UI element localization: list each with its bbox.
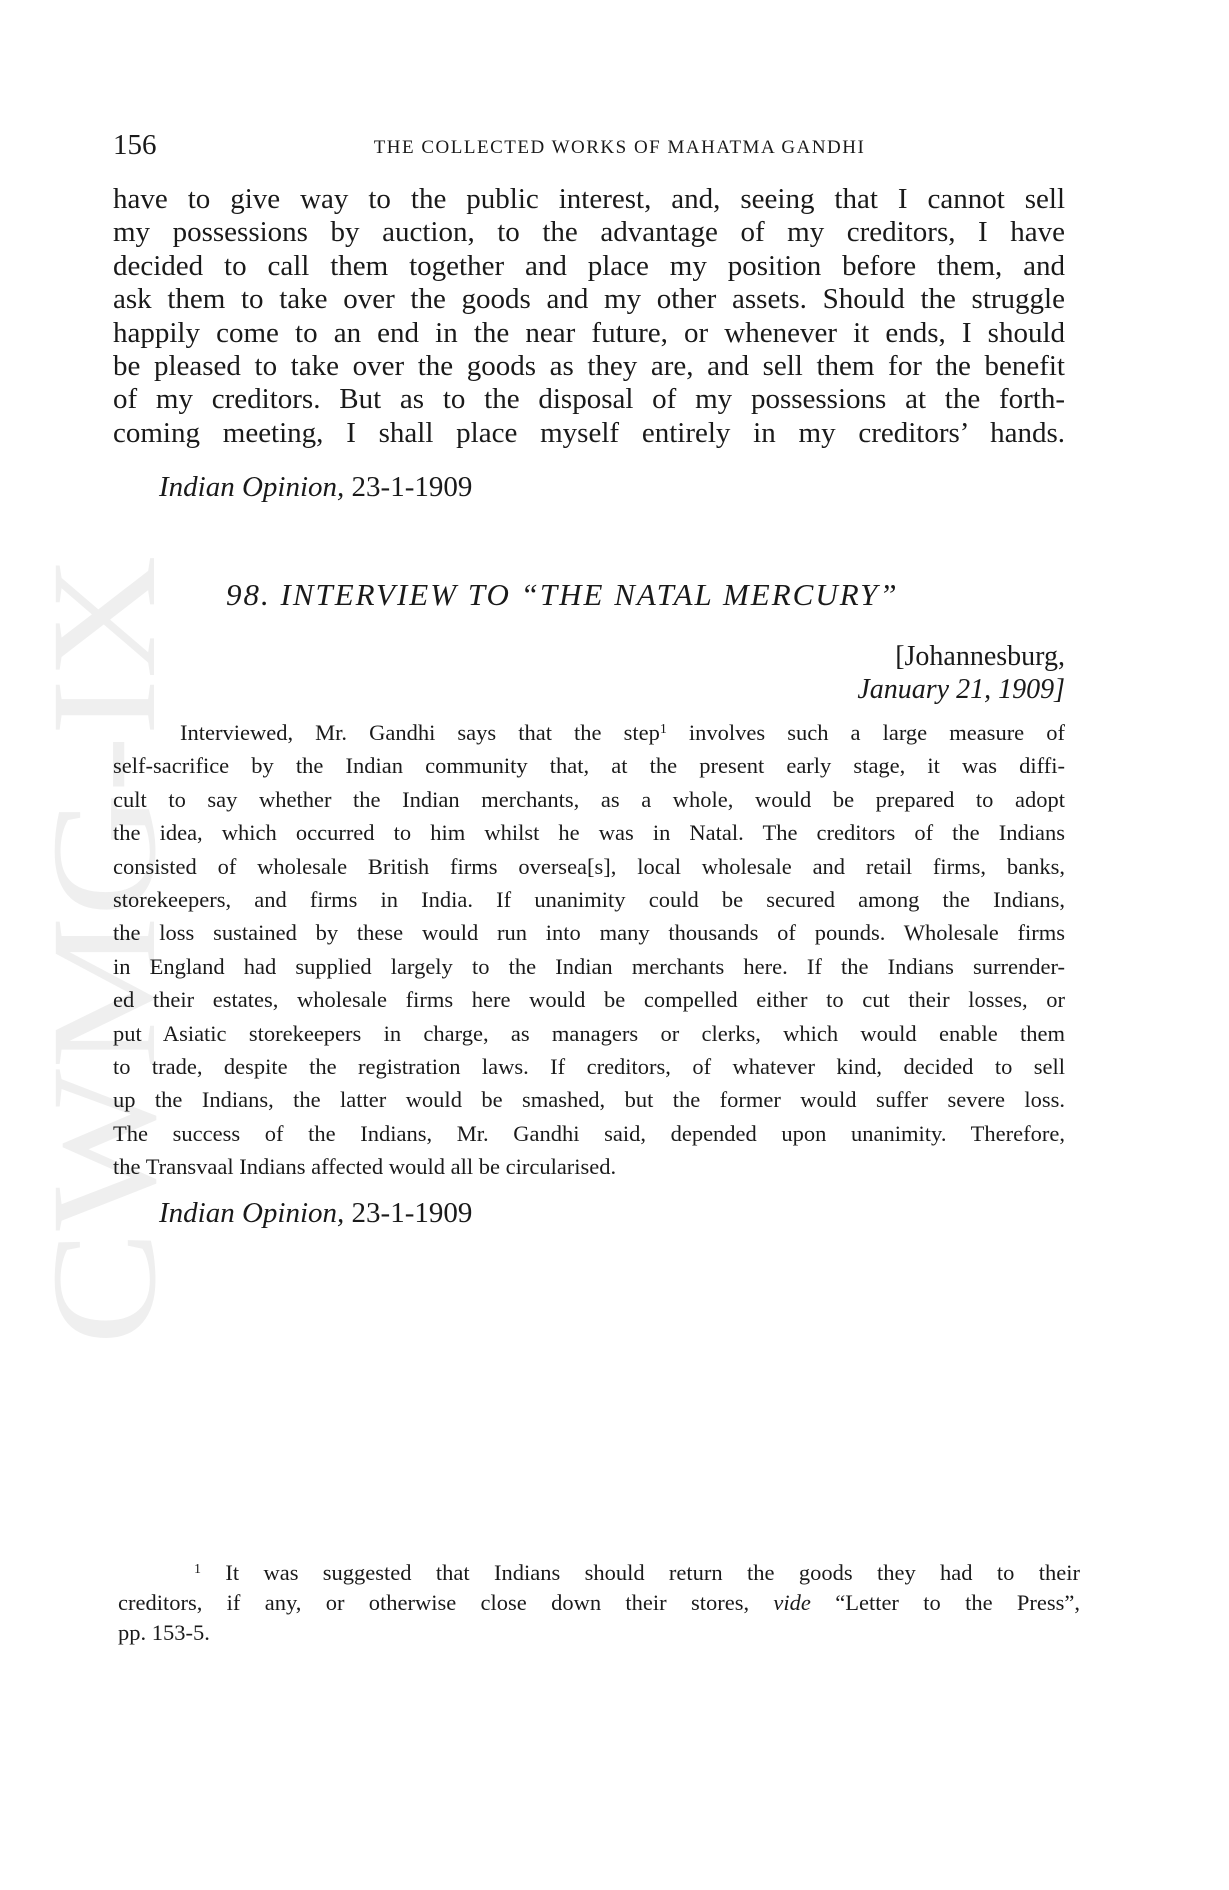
watermark-text: CWMG-IX [21, 653, 187, 1345]
text-line: pp. 153-5. [118, 1620, 210, 1645]
text-line [118, 1558, 1080, 1588]
text-line: in England had supplied largely to the Indian merchants here. If the Indians surrender- [113, 953, 1065, 979]
text-line: be pleased to take over the goods as they are, and sell them for the benefit [113, 350, 1065, 383]
text-run: involves such a large measure of [666, 720, 1065, 745]
text-line: the Transvaal Indians affected would all be circularised. [113, 1154, 617, 1180]
source-citation [159, 1196, 472, 1230]
text-line: self-sacrifice by the Indian community that, at the present early stage, it was diffi- [113, 753, 1065, 779]
text-line: cult to say whether the Indian merchants, as a whole, would be prepared to adopt [113, 786, 1065, 812]
text-line: The success of the Indians, Mr. Gandhi said, depended upon unanimity. Therefore, [113, 1120, 1065, 1146]
text-line: up the Indians, the latter would be smashed, but the former would suffer severe loss. [113, 1087, 1065, 1113]
text-line: consisted of wholesale British firms oversea[s], local wholesale and retail firms, banks, [113, 853, 1065, 879]
source-publication: Indian Opinion, [159, 471, 345, 503]
text-line: happily come to an end in the near future, or whenever it ends, I should [113, 316, 1065, 349]
source-publication: Indian Opinion, [159, 1197, 345, 1229]
text-run: It was suggested that Indians should return the goods they had to their [201, 1560, 1080, 1585]
page-number: 156 [113, 129, 157, 161]
text-line: the loss sustained by these would run into many thousands of pounds. Wholesale firms [113, 920, 1065, 946]
source-date: 23-1-1909 [351, 471, 473, 503]
article-body [113, 716, 1065, 1183]
text-line: my possessions by auction, to the advantage of my creditors, I have [113, 216, 1065, 249]
text-line: coming meeting, I shall place myself entirely in my creditors’ hands. [113, 416, 1065, 449]
text-line: storekeepers, and firms in India. If unanimity could be secured among the Indians, [113, 886, 1065, 912]
article-title: 98. INTERVIEW TO “THE NATAL MERCURY” [226, 577, 899, 612]
text-line [118, 1588, 1080, 1618]
dateline-place: [Johannesburg, [895, 641, 1065, 672]
continuation-paragraph [113, 183, 1065, 450]
text-run: creditors, if any, or otherwise close down their stores, [118, 1590, 774, 1615]
text-line: ask them to take over the goods and my other assets. Should the struggle [113, 283, 1065, 316]
text-run: Interviewed, Mr. Gandhi says that the step [180, 720, 660, 745]
text-line: have to give way to the public interest, and, seeing that I cannot sell [113, 183, 1065, 215]
footnote [118, 1558, 1080, 1648]
running-head: THE COLLECTED WORKS OF MAHATMA GANDHI [373, 137, 866, 158]
text-line [113, 716, 1065, 749]
footnote-ref: 1 [659, 722, 667, 737]
dateline-date: January 21, 1909] [857, 674, 1065, 705]
text-line: decided to call them together and place my position before them, and [113, 249, 1065, 282]
text-line: the idea, which occurred to him whilst he was in Natal. The creditors of the Indians [113, 820, 1065, 846]
text-run: “Letter to the Press”, [810, 1590, 1080, 1615]
text-line: of my creditors. But as to the disposal of my possessions at the forth- [113, 383, 1065, 416]
footnote-marker: 1 [194, 1562, 201, 1577]
source-citation [159, 470, 472, 504]
source-date: 23-1-1909 [351, 1197, 473, 1229]
vide-word: vide [773, 1590, 811, 1615]
text-line: ed their estates, wholesale firms here would be compelled either to cut their losses, or [113, 987, 1065, 1013]
text-line: to trade, despite the registration laws. If creditors, of whatever kind, decided to sell [113, 1053, 1065, 1079]
text-line: put Asiatic storekeepers in charge, as managers or clerks, which would enable them [113, 1020, 1065, 1046]
